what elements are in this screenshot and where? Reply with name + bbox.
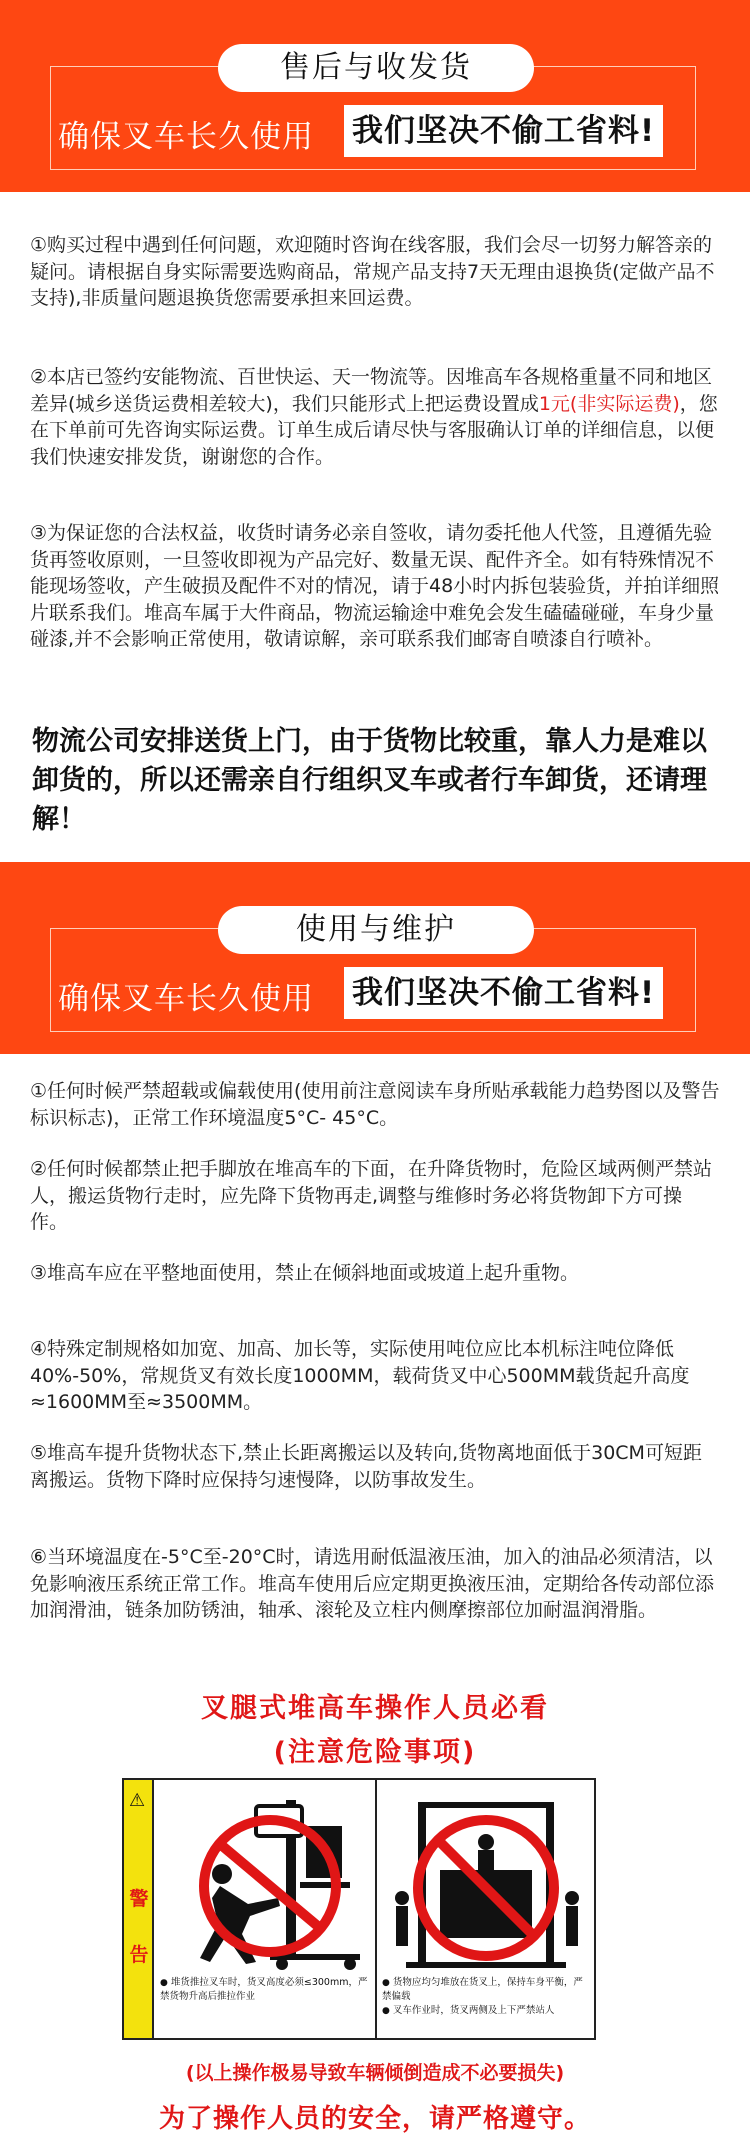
- usage-rule-6: ⑥当环境温度在-5°C至-20°C时，请选用耐低温液压油，加入的油品必须清洁，以免影响液压系统正常工作。堆高车使用后应定期更换液压油，定期给各传动部位添加润滑油，链条加防锈油，轴承、滚轮及立柱内侧摩擦部位加耐温润滑脂。: [30, 1546, 715, 1621]
- paragraph-2-part-1: ②本店已签约安能物流、百世快运、天一物流等。因堆高车各规格重量不同和地区差异(城乡送货运费相差较大)，我们只能形式上把运费设置成: [30, 366, 713, 415]
- unloading-notice: 物流公司安排送货上门，由于货物比较重，靠人力是难以卸货的，所以还需亲自行组织叉车或者行车卸货，还请理解！: [32, 726, 707, 835]
- after-sales-paragraph-3: ③为保证您的合法权益，收货时请务必亲自签收，请勿委托他人代签，且遵循先验货再签收原则，一旦签收即视为产品完好、数量无误、配件齐全。如有特殊情况不能现场签收，产生破损及配件不对的情况，请于48小时内拆包装验货，并拍详细照片联系我们。堆高车属于大件商品，物流运输途中难免会发生磕磕碰碰，车身少量碰漆,并不会影响正常使用，敬请谅解，亲可联系我们邮寄自喷漆自行喷补。: [30, 522, 720, 650]
- safety-reminder: 为了操作人员的安全，请严格遵守。: [158, 2104, 591, 2134]
- usage-rule-3: ③堆高车应在平整地面使用，禁止在倾斜地面或坡道上起升重物。: [30, 1262, 580, 1284]
- warning-char-2: 告: [129, 1944, 149, 1966]
- left-warning-caption: ● 堆货推拉叉车时，货叉高度必须≤300mm，严禁货物升高后推拉作业: [160, 1977, 368, 2002]
- slogan-left: 确保叉车长久使用: [58, 981, 314, 1017]
- section-title: 使用与维护: [218, 906, 534, 954]
- warning-card: [122, 1778, 596, 2040]
- banner-slogan: [50, 967, 696, 1019]
- warning-strip: [124, 1780, 154, 2038]
- no-pushing-raised-load-icon: [160, 1786, 376, 1980]
- warning-title: 叉腿式堆高车操作人员必看: [201, 1693, 549, 1724]
- usage-rule-2: ②任何时候都禁止把手脚放在堆高车的下面，在升降货物时，危险区域两侧严禁站人，搬运货物行走时，应先降下货物再走,调整与维修时务必将货物卸下方可操作。: [30, 1158, 713, 1233]
- usage-rule-4: ④特殊定制规格如加宽、加高、加长等，实际使用吨位应比本机标注吨位降低40%-50%，常规货叉有效长度1000MM，载荷货叉中心500MM载货起升高度≈1600MM至≈3500MM。: [30, 1338, 690, 1413]
- usage-rule-1: ①任何时候严禁超载或偏载使用(使用前注意阅读车身所贴承载能力趋势图以及警告标识标志)，正常工作环境温度5°C- 45°C。: [30, 1080, 720, 1129]
- after-sales-paragraph-2: [30, 364, 720, 470]
- usage-maintenance-banner: [0, 862, 750, 1054]
- section-title: 售后与收发货: [218, 44, 534, 92]
- warning-triangle-icon: ⚠: [129, 1790, 146, 1811]
- slogan-right: 我们坚决不偷工省料!: [344, 105, 663, 157]
- after-sales-paragraph-1: ①购买过程中遇到任何问题，欢迎随时咨询在线客服，我们会尽一切努力解答亲的疑问。请根据自身实际需要选购商品，常规产品支持7天无理由退换货(定做产品不支持),非质量问题退换货您需要承担来回运费。: [30, 234, 715, 309]
- warning-char-1: 警: [129, 1888, 149, 1910]
- paragraph-2-part-2: ，您在下单前可先咨询实际运费。订单生成后请尽快与客服确认订单的详细信息，以便我们快速安排发货，谢谢您的合作。: [30, 392, 718, 468]
- shipping-fee-note: 1元(非实际运费): [538, 392, 680, 415]
- warning-subtitle: (注意危险事项): [273, 1737, 477, 1768]
- banner-slogan: [50, 105, 696, 157]
- right-warning-caption: ● 货物应均匀堆放在货叉上，保持车身平衡，严禁偏载 ● 叉车作业时，货叉两侧及上下严禁站人: [382, 1977, 583, 2016]
- no-standing-near-load-icon: [378, 1786, 594, 1980]
- after-sales-banner: [0, 0, 750, 192]
- slogan-right: 我们坚决不偷工省料!: [344, 967, 663, 1019]
- usage-rule-5: ⑤堆高车提升货物状态下,禁止长距离搬运以及转向,货物离地面低于30CM可短距离搬运。货物下降时应保持匀速慢降，以防事故发生。: [30, 1442, 702, 1491]
- warning-footnote: (以上操作极易导致车辆倾倒造成不必要损失): [185, 2062, 565, 2084]
- slogan-left: 确保叉车长久使用: [58, 119, 314, 155]
